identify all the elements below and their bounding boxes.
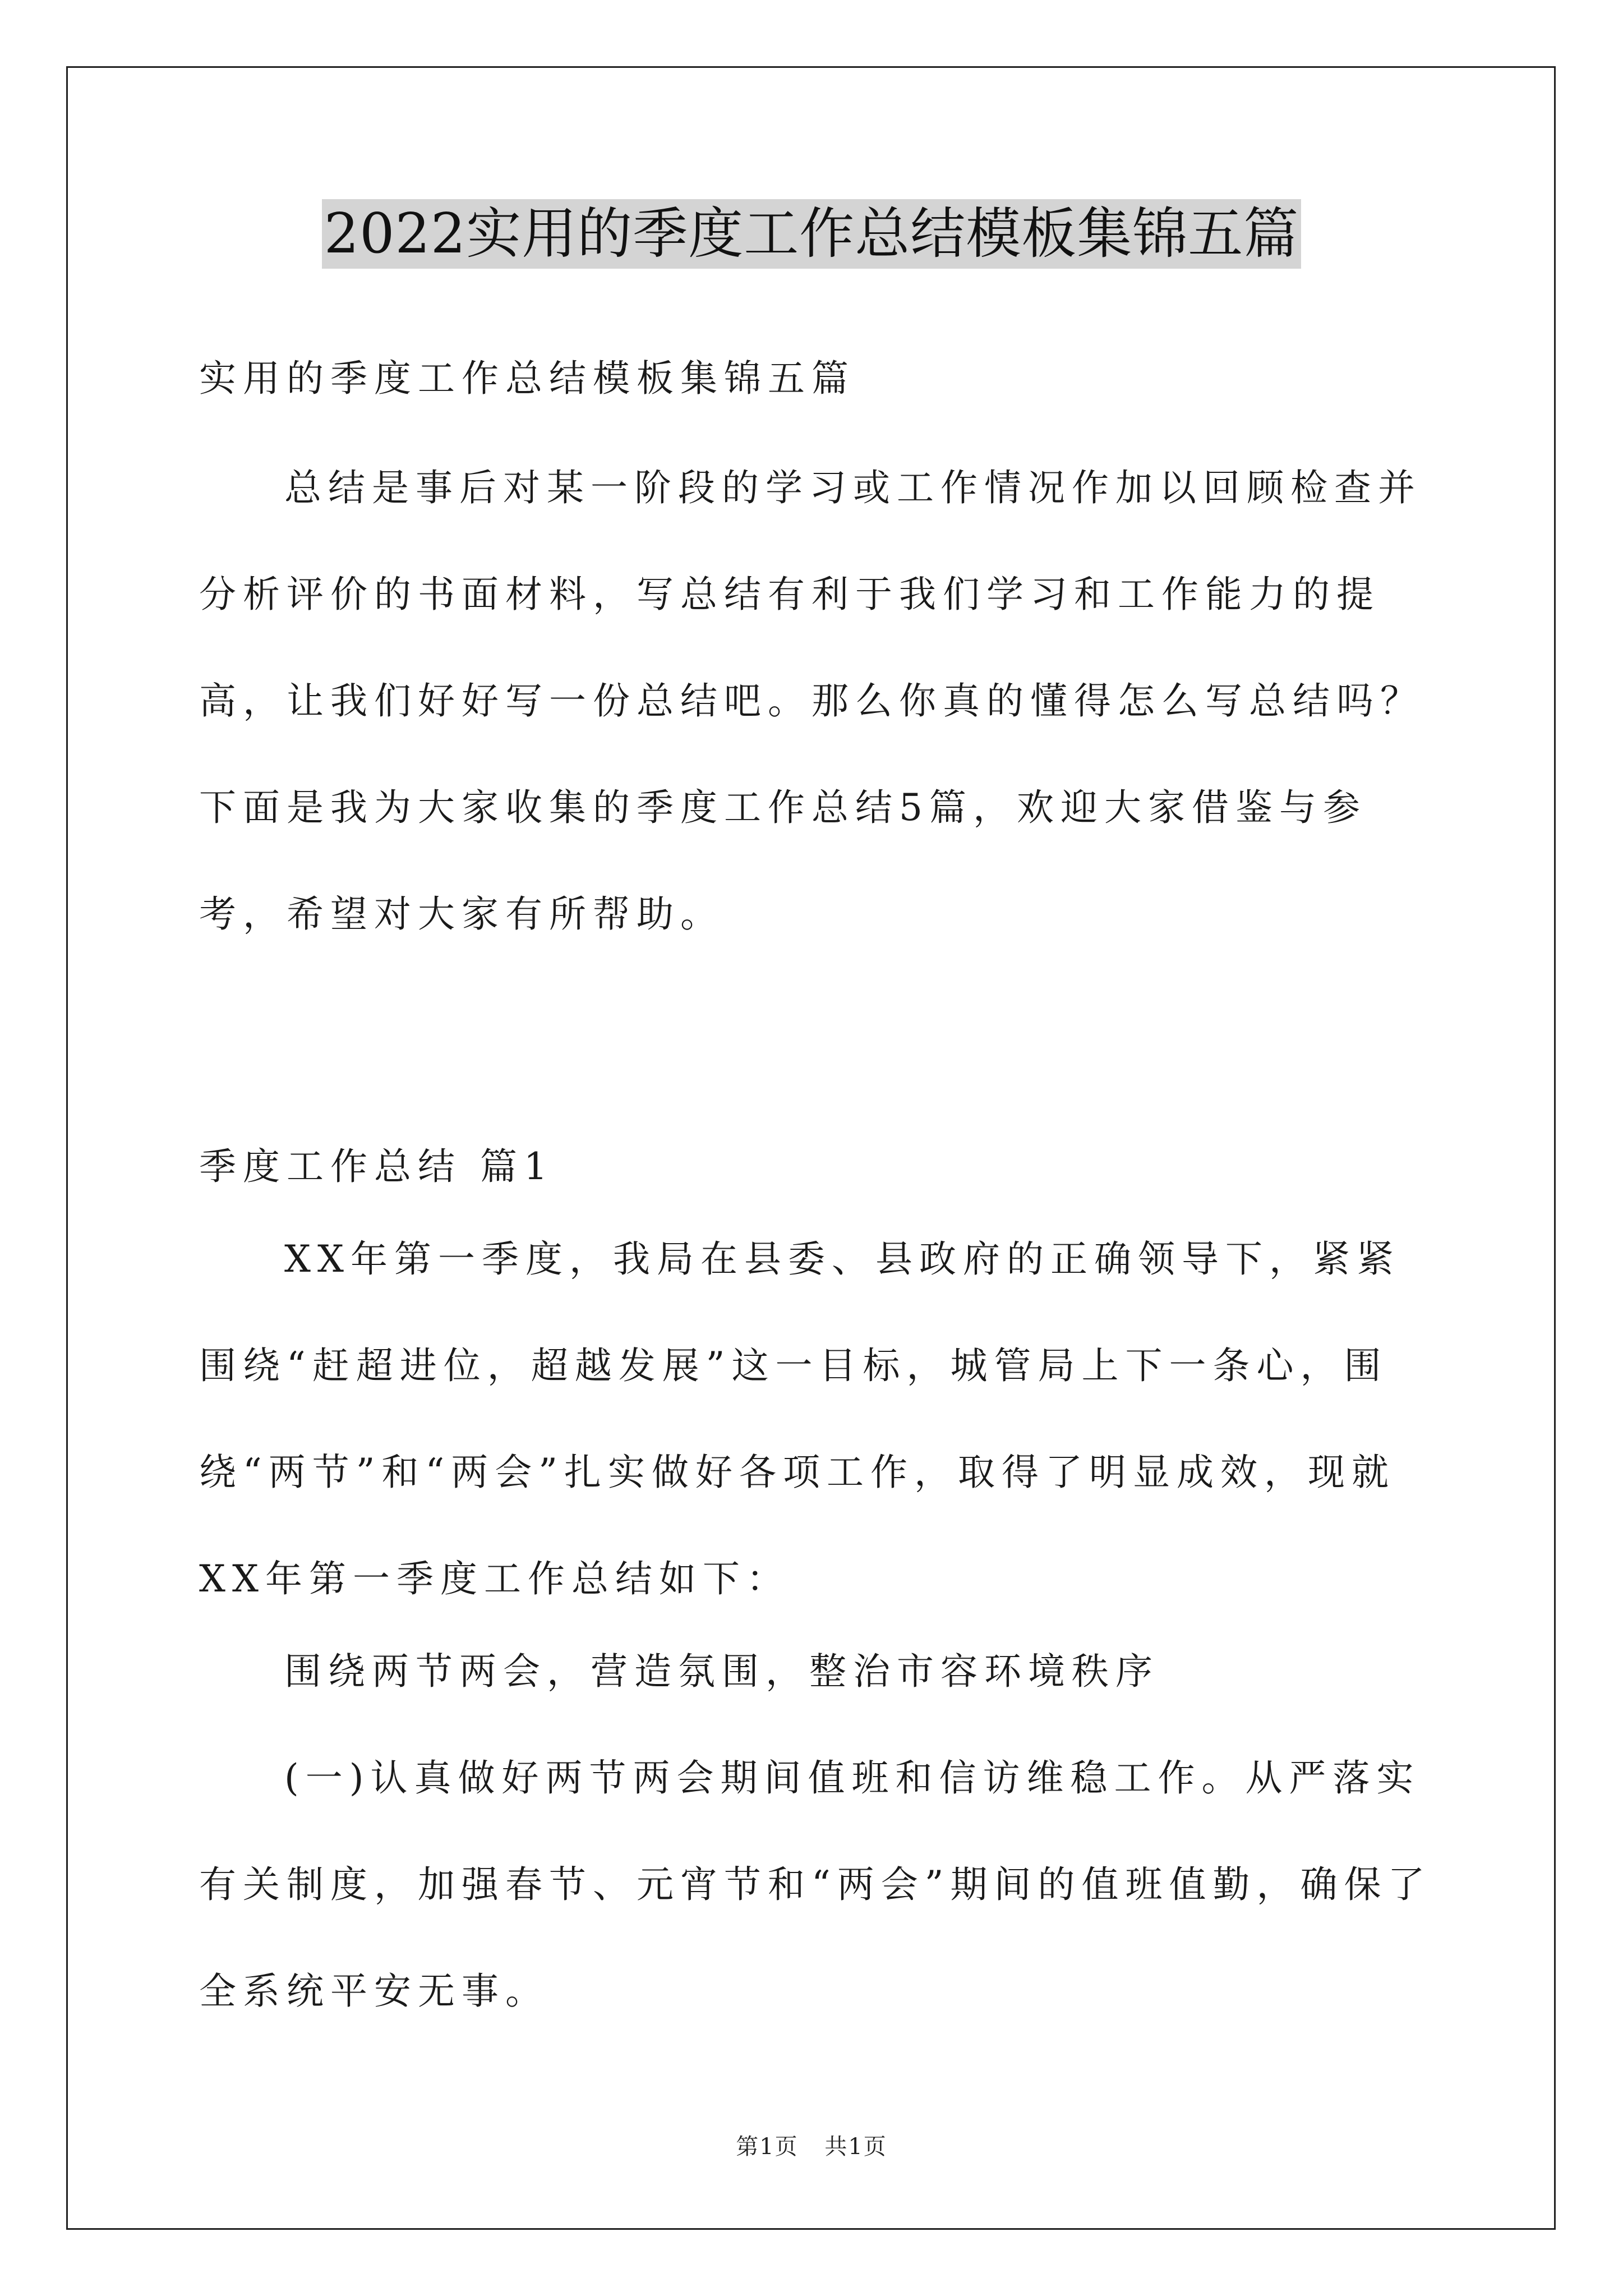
document-title: 2022实用的季度工作总结模板集锦五篇 xyxy=(322,199,1301,269)
page-footer xyxy=(0,2129,1623,2161)
paragraph-text: 围绕两节两会，营造氛围，整治市容环境秩序 xyxy=(284,1650,1159,1693)
document-subtitle xyxy=(199,325,1433,432)
paragraph-text: (一)认真做好两节两会期间值班和信访维稳工作。从严落实有关制度，加强春节、元宵节和“两会”期间的值班值勤，确保了全系统平安无事。 xyxy=(199,1756,1432,2013)
section1-paragraph-2 xyxy=(199,1618,1433,1725)
title-container xyxy=(0,199,1623,269)
section1-paragraph-3 xyxy=(199,1725,1433,2045)
intro-text: 总结是事后对某一阶段的学习或工作情况作加以回顾检查并分析评价的书面材料，写总结有利于我们学习和工作能力的提高，让我们好好写一份总结吧。那么你真的懂得怎么写总结吗？下面是我为大家收集的季度工作总结5篇，欢迎大家借鉴与参考，希望对大家有所帮助。 xyxy=(199,466,1424,936)
page-number-total: 共1页 xyxy=(824,2134,887,2160)
section1-heading-text: 季度工作总结 篇1 xyxy=(199,1145,554,1188)
paragraph-text: XX年第一季度，我局在县委、县政府的正确领导下，紧紧围绕“赶超进位，超越发展”这一目标，城管局上下一条心，围绕“两节”和“两会”扎实做好各项工作，取得了明显成效，现就XX年第一季度工作总结如下： xyxy=(199,1237,1400,1600)
page-number-current: 第1页 xyxy=(736,2134,799,2160)
section-heading xyxy=(199,1114,1433,1220)
subtitle-text: 实用的季度工作总结模板集锦五篇 xyxy=(199,357,855,400)
section1-paragraph-1 xyxy=(199,1206,1433,1632)
intro-paragraph xyxy=(199,435,1433,968)
